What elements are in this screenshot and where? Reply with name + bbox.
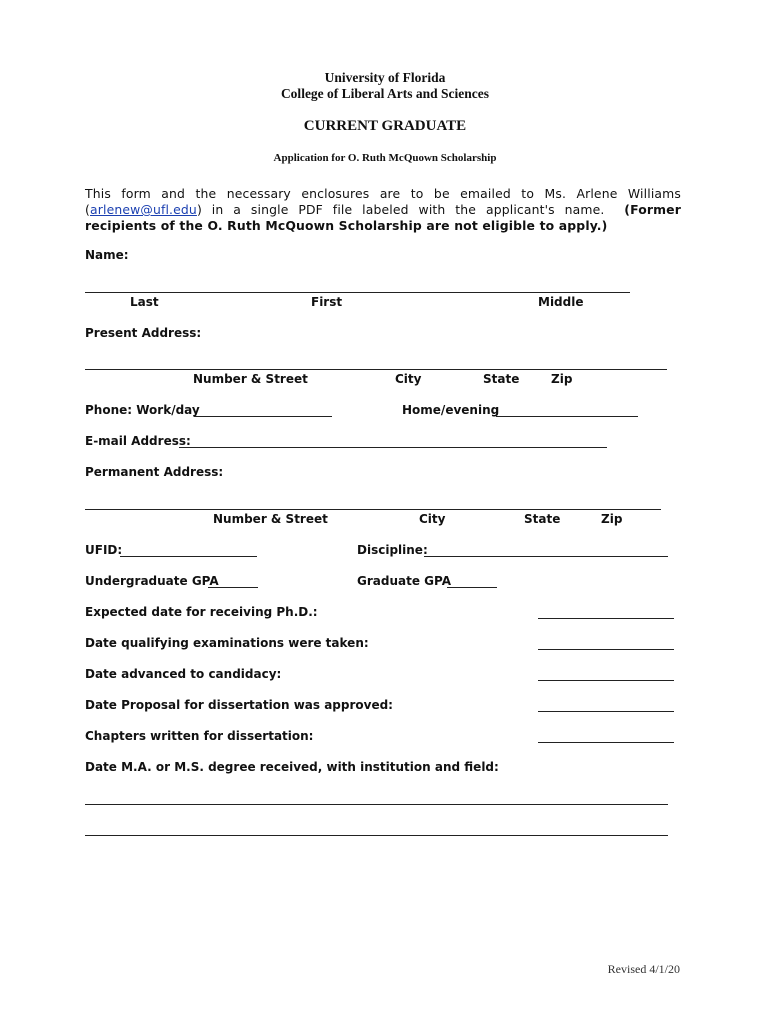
phone-work-field[interactable] [194,416,332,417]
intro-paragraph [85,186,681,234]
masters-date-label: Date M.A. or M.S. degree received, with institution and field: [85,760,499,774]
masters-field-line-1[interactable] [85,804,668,805]
undergrad-gpa-field[interactable] [208,587,258,588]
name-field[interactable] [85,292,630,293]
discipline-field[interactable] [424,556,668,557]
permanent-address-field[interactable] [85,509,661,510]
qualifying-date-field[interactable] [538,649,674,650]
permanent-zip-caption: Zip [601,512,623,526]
phd-date-label: Expected date for receiving Ph.D.: [85,605,318,619]
phone-work-label: Phone: Work/day [85,403,200,417]
name-label: Name: [85,248,129,262]
present-address-field[interactable] [85,369,667,370]
present-zip-caption: Zip [551,372,573,386]
proposal-date-field[interactable] [538,711,674,712]
permanent-street-caption: Number & Street [213,512,328,526]
name-first-caption: First [311,295,343,309]
intro-note: (Former recipients of the O. Ruth McQuown Scholarship are not eligible to apply.) [85,202,681,233]
college-name: College of Liberal Arts and Sciences [280,86,490,101]
permanent-state-caption: State [524,512,561,526]
grad-gpa-field[interactable] [447,587,497,588]
phd-date-field[interactable] [538,618,674,619]
candidacy-date-label: Date advanced to candidacy: [85,667,282,681]
permanent-city-caption: City [419,512,446,526]
permanent-address-label: Permanent Address: [85,465,224,479]
present-street-caption: Number & Street [193,372,308,386]
candidacy-date-field[interactable] [538,680,674,681]
undergrad-gpa-label: Undergraduate GPA [85,574,219,588]
intro-text-1: This form and the necessary enclosures are to be emailed to Ms. Arlene Williams ( [85,186,681,217]
page-title: CURRENT GRADUATE [303,118,467,134]
page-subtitle: Application for O. Ruth McQuown Scholarship [273,152,497,164]
chapters-field[interactable] [538,742,674,743]
chapters-label: Chapters written for dissertation: [85,729,314,743]
ufid-label: UFID: [85,543,123,557]
grad-gpa-label: Graduate GPA [357,574,451,588]
revised-date: Revised 4/1/20 [607,962,680,976]
email-field[interactable] [179,447,607,448]
qualifying-date-label: Date qualifying examinations were taken: [85,636,369,650]
email-label: E-mail Address: [85,434,191,448]
ufid-field[interactable] [120,556,257,557]
name-middle-caption: Middle [538,295,584,309]
name-last-caption: Last [130,295,159,309]
discipline-label: Discipline: [357,543,428,557]
masters-field-line-2[interactable] [85,835,668,836]
present-address-label: Present Address: [85,326,202,340]
university-name: University of Florida [324,70,446,85]
phone-home-label: Home/evening [402,403,500,417]
phone-home-field[interactable] [496,416,638,417]
present-city-caption: City [395,372,422,386]
email-link[interactable]: arlenew@ufl.edu [89,202,197,217]
present-state-caption: State [483,372,520,386]
intro-text-2: ) in a single PDF file labeled with the applicant's name. [196,202,605,217]
proposal-date-label: Date Proposal for dissertation was approved: [85,698,393,712]
